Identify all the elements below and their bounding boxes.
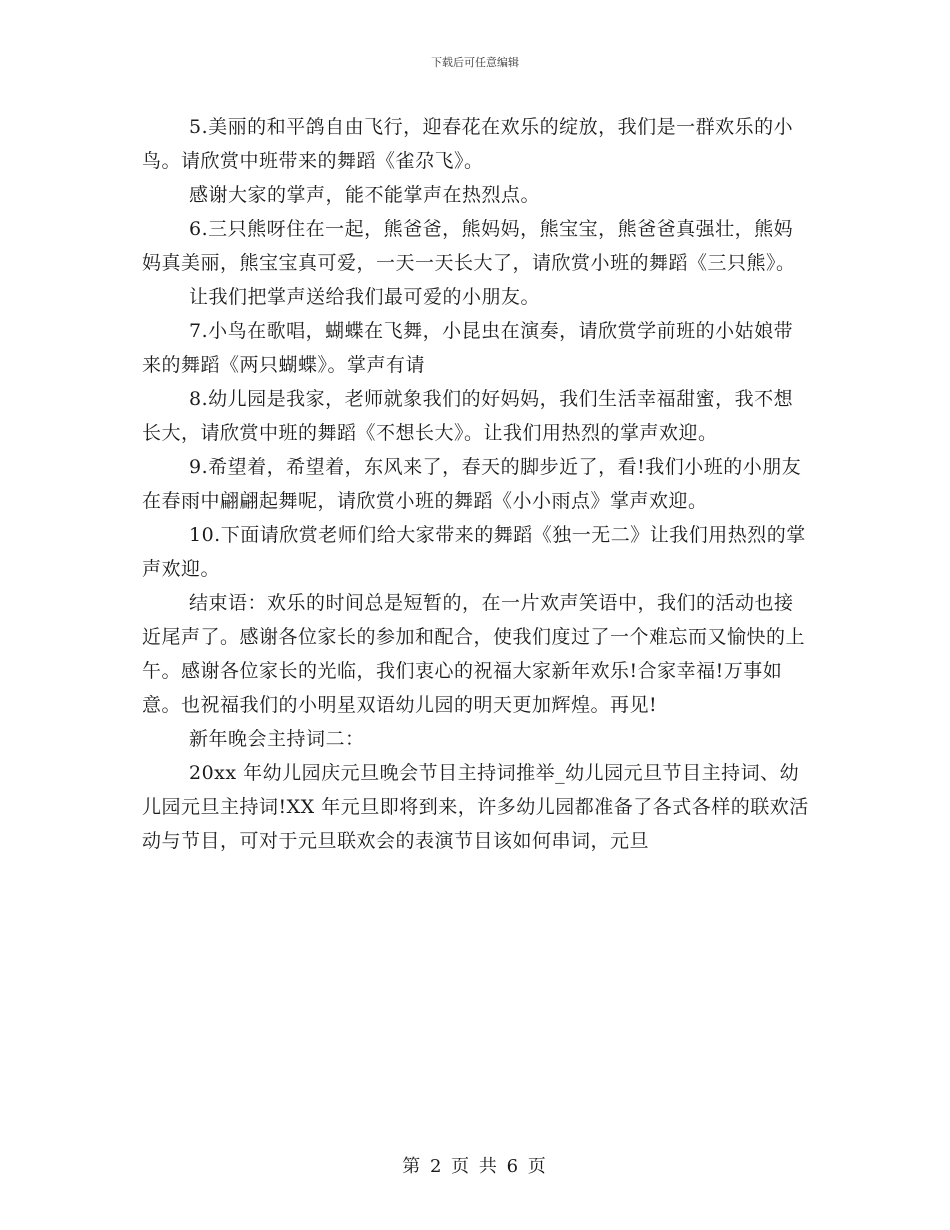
document-body bbox=[142, 110, 812, 858]
paragraph-item-10: 10.下面请欣赏老师们给大家带来的舞蹈《独一无二》让我们用热烈的掌声欢迎。 bbox=[142, 524, 806, 580]
paragraph-section-heading: 新年晚会主持词二： bbox=[189, 728, 365, 750]
paragraph-item-5: 5.美丽的和平鸽自由飞行，迎春花在欢乐的绽放，我们是一群欢乐的小鸟。请欣赏中班带来的舞蹈《雀尕飞》。 bbox=[142, 116, 794, 172]
paragraph-item-6: 6.三只熊呀住在一起，熊爸爸，熊妈妈，熊宝宝，熊爸爸真强壮，熊妈妈真美丽，熊宝宝真可爱，一天一天长大了，请欣赏小班的舞蹈《三只熊》。 bbox=[142, 218, 796, 274]
paragraph-closing: 结束语：欢乐的时间总是短暂的，在一片欢声笑语中，我们的活动也接近尾声了。感谢各位家长的参加和配合，使我们度过了一个难忘而又愉快的上午。感谢各位家长的光临，我们衷心的祝福大家新年欢乐!合家幸福!万事如意。也祝福我们的小明星双语幼儿园的明天更加辉煌。再见! bbox=[142, 592, 806, 716]
paragraph-intro-2: 20xx 年幼儿园庆元旦晚会节目主持词推举_幼儿园元旦节目主持词、幼儿园元旦主持词!XX 年元旦即将到来，许多幼儿园都准备了各式各样的联欢活动与节目，可对于元旦联欢会的表演节目该如何串词，元旦 bbox=[142, 762, 809, 852]
paragraph-applause-2: 让我们把掌声送给我们最可爱的小朋友。 bbox=[189, 286, 541, 308]
paragraph-item-7: 7.小鸟在歌唱，蝴蝶在飞舞，小昆虫在演奏，请欣赏学前班的小姑娘带来的舞蹈《两只蝴蝶》。掌声有请 bbox=[142, 320, 794, 376]
page-header: 下载后可任意编辑 bbox=[431, 56, 519, 69]
paragraph-item-8: 8.幼儿园是我家，老师就象我们的好妈妈，我们生活幸福甜蜜，我不想长大，请欣赏中班的舞蹈《不想长大》。让我们用热烈的掌声欢迎。 bbox=[142, 388, 794, 444]
paragraph-item-9: 9.希望着，希望着，东风来了，春天的脚步近了，看!我们小班的小朋友在春雨中翩翩起舞呢，请欣赏小班的舞蹈《小小雨点》掌声欢迎。 bbox=[142, 456, 802, 512]
page-number-footer: 第 2 页 共 6 页 bbox=[402, 1156, 548, 1177]
paragraph-applause-1: 感谢大家的掌声，能不能掌声在热烈点。 bbox=[189, 184, 541, 206]
